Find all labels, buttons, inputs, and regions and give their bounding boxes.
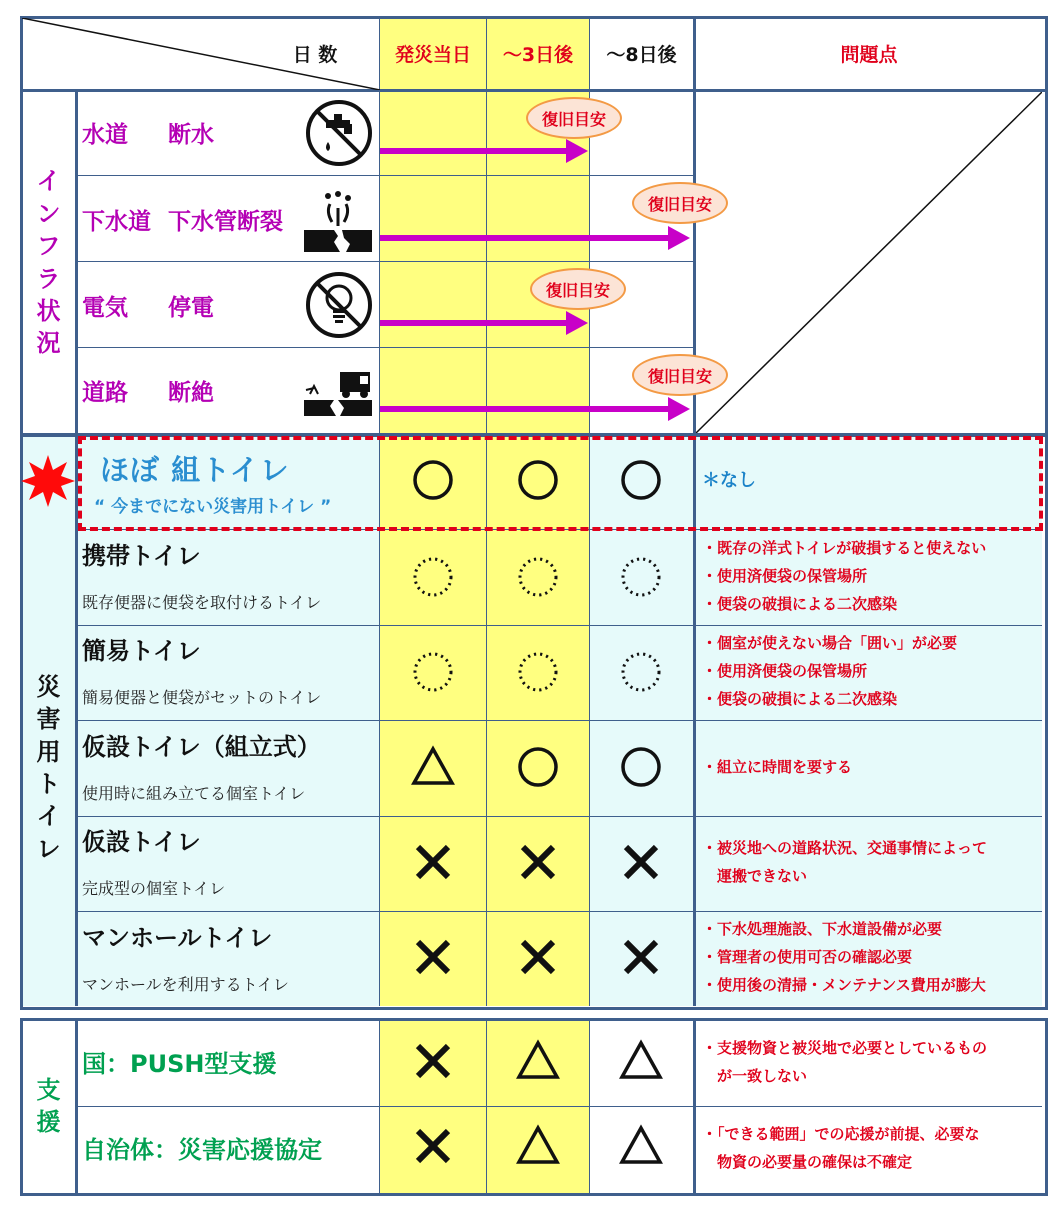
infra-section-label-char: ン xyxy=(36,199,61,228)
toilet-section-label-char: 用 xyxy=(36,737,61,766)
toilet-problems-portable: ・既存の洋式トイレが破損すると使えない ・使用済便袋の保管場所 ・便袋の破損による二次感染 xyxy=(702,539,987,613)
infra-section-label-char: イ xyxy=(36,167,61,196)
support-problems-national: ・支援物資と被災地で必要としているもの が一致しない xyxy=(702,1039,988,1085)
toilet-title-assembly: 仮設トイレ（組立式） xyxy=(82,733,321,761)
toilet-0-mark-dotted-icon xyxy=(409,553,457,601)
road-recovery-badge: 復旧目安 xyxy=(632,354,728,396)
water-recovery-arrow xyxy=(380,148,568,154)
infra-section-label-char: 状 xyxy=(36,296,61,325)
toilet-problems-assembly: ・組立に時間を要する xyxy=(702,758,853,776)
no-water-icon xyxy=(304,98,374,168)
water-recovery-badge: 復旧目安 xyxy=(526,97,622,139)
toilet-problems-manhole: ・下水処理施設、下水道設備が必要 ・管理者の使用可否の確認必要 ・使用後の清掃・メンテナンス費用が膨大 xyxy=(702,920,986,994)
infra-sewer-name: 下水道 xyxy=(82,209,151,235)
toilet-title-portable: 携帯トイレ xyxy=(82,542,201,570)
toilet-0-mark-dotted-icon xyxy=(514,553,562,601)
sewer-recovery-arrow xyxy=(380,235,670,241)
support-0-mark-cross-icon xyxy=(409,1037,457,1085)
support-title-municipal: 自治体：災害応援協定 xyxy=(82,1136,322,1164)
toilet-title-simple: 簡易トイレ xyxy=(82,637,201,665)
broken-pipe-icon xyxy=(302,188,374,256)
toilet-section-label xyxy=(22,530,75,1006)
infra-water-name: 水道 xyxy=(82,122,128,148)
toilet-3-mark-cross-icon xyxy=(514,838,562,886)
col-problems-header: 問題点 xyxy=(840,44,898,66)
toilet-4-mark-cross-icon xyxy=(514,933,562,981)
power-recovery-badge: 復旧目安 xyxy=(530,268,626,310)
infra-road-name: 道路 xyxy=(82,380,128,406)
support-problems-municipal: ・「できる範囲」での応援が前提、必要な 物資の必要量の確保は不確定 xyxy=(702,1125,980,1171)
toilet-3-mark-cross-icon xyxy=(409,838,457,886)
infra-power-status: 停電 xyxy=(168,295,214,321)
infra-road-status: 断絶 xyxy=(168,380,214,406)
toilet-subtitle-manhole: マンホールを利用するトイレ xyxy=(82,975,289,994)
toilet-1-mark-dotted-icon xyxy=(514,648,562,696)
support-section-label-char: 支 xyxy=(36,1075,61,1104)
no-electricity-icon xyxy=(304,270,374,340)
toilet-section-label-char: 災 xyxy=(36,672,61,701)
support-0-mark-triangle-icon xyxy=(514,1037,562,1085)
support-1-mark-triangle-icon xyxy=(514,1122,562,1170)
featured-mark-circle-icon xyxy=(409,456,457,504)
support-section-label-char: 援 xyxy=(36,1108,61,1136)
support-0-mark-triangle-icon xyxy=(617,1037,665,1085)
infra-problem-diagonal xyxy=(696,92,1042,433)
toilet-2-mark-circle-icon xyxy=(514,743,562,791)
sewer-recovery-badge: 復旧目安 xyxy=(632,182,728,224)
toilet-title-manhole: マンホールトイレ xyxy=(82,924,273,952)
toilet-section-label-char: ト xyxy=(36,770,61,798)
infra-sewer-status: 下水管断裂 xyxy=(168,209,283,235)
toilet-1-mark-dotted-icon xyxy=(617,648,665,696)
toilet-subtitle-temporary: 完成型の個室トイレ xyxy=(82,879,226,898)
toilet-subtitle-assembly: 使用時に組み立てる個室トイレ xyxy=(82,784,306,803)
toilet-4-mark-cross-icon xyxy=(409,933,457,981)
toilet-title-temporary: 仮設トイレ xyxy=(82,828,201,856)
featured-problem: ＊なし xyxy=(702,470,756,491)
toilet-problems-temporary: ・被災地への道路状況、交通事情によって 運搬できない xyxy=(702,839,988,885)
toilet-section-label-char: レ xyxy=(36,834,61,863)
featured-mark-circle-icon xyxy=(514,456,562,504)
featured-mark-circle-icon xyxy=(617,456,665,504)
infra-section-label xyxy=(22,92,75,433)
toilet-4-mark-cross-icon xyxy=(617,933,665,981)
toilet-0-mark-dotted-icon xyxy=(617,553,665,601)
infra-section-label-char: ラ xyxy=(36,264,61,293)
col-day3-header: ～3日後 xyxy=(502,44,574,66)
toilet-2-mark-triangle-icon xyxy=(409,743,457,791)
col-day0-header: 発災当日 xyxy=(394,44,471,66)
toilet-subtitle-simple: 簡易便器と便袋がセットのトイレ xyxy=(82,688,322,707)
featured-tagline: “ 今までにない災害用トイレ ” xyxy=(94,497,332,517)
toilet-section-label-char: イ xyxy=(36,802,61,831)
toilet-1-mark-dotted-icon xyxy=(409,648,457,696)
star-icon xyxy=(20,453,76,509)
infra-section-label-char: 況 xyxy=(36,329,61,358)
power-recovery-arrow xyxy=(380,320,568,326)
toilet-subtitle-portable: 既存便器に便袋を取付けるトイレ xyxy=(82,593,322,612)
support-section-label xyxy=(22,1020,75,1192)
infra-power-name: 電気 xyxy=(82,295,128,321)
toilet-section-label-char: 害 xyxy=(36,705,61,734)
col-day8-header: ～8日後 xyxy=(606,44,677,66)
support-1-mark-cross-icon xyxy=(409,1122,457,1170)
days-label: 日 数 xyxy=(292,43,338,66)
toilet-3-mark-cross-icon xyxy=(617,838,665,886)
road-damage-icon xyxy=(302,368,374,418)
infra-water-status: 断水 xyxy=(168,122,214,148)
support-1-mark-triangle-icon xyxy=(617,1122,665,1170)
road-recovery-arrow xyxy=(380,406,670,412)
toilet-2-mark-circle-icon xyxy=(617,743,665,791)
toilet-problems-simple: ・個室が使えない場合「囲い」が必要 ・使用済便袋の保管場所 ・便袋の破損による二次感染 xyxy=(702,634,958,708)
infra-section-label-char: フ xyxy=(36,232,61,261)
featured-logo: ほぼ 組トイレ xyxy=(100,453,290,487)
support-title-national: 国：PUSH型支援 xyxy=(82,1050,277,1078)
